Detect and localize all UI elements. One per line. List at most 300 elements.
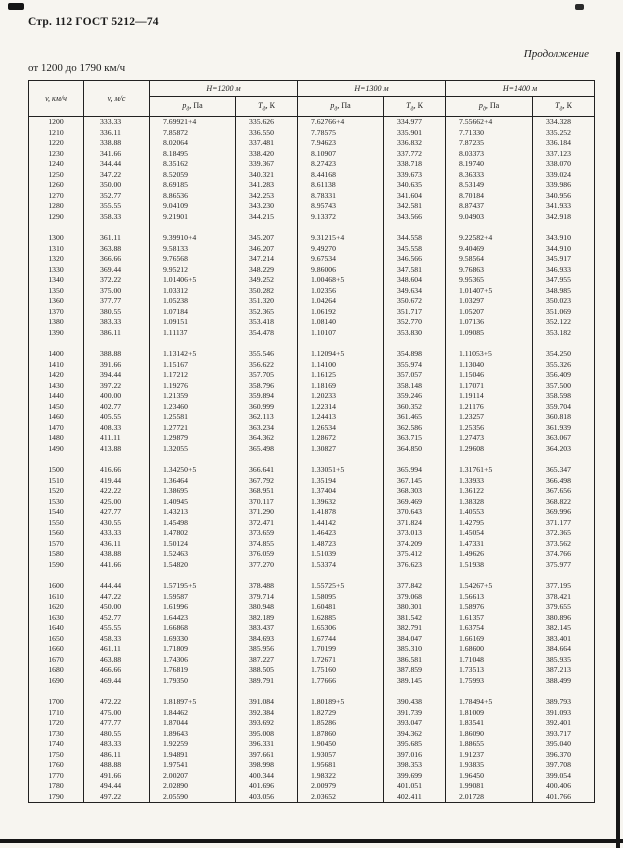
- table-cell: 392.384: [236, 708, 298, 719]
- table-cell: 8.87437: [446, 201, 533, 212]
- gap-cell: [29, 686, 84, 697]
- table-cell: 374.766: [533, 549, 595, 560]
- table-cell: 1.03312: [150, 286, 236, 297]
- table-row: [29, 117, 595, 128]
- p-unit: , Па: [337, 100, 351, 110]
- table-cell: 1.33051+5: [298, 465, 384, 476]
- table-cell: 1.58095: [298, 592, 384, 603]
- table-cell: 344.44: [84, 159, 150, 170]
- table-cell: 9.49270: [298, 244, 384, 255]
- gap-cell: [236, 222, 298, 233]
- table-row: [29, 180, 595, 191]
- table-cell: 397.22: [84, 381, 150, 392]
- table-cell: 1730: [29, 729, 84, 740]
- table-cell: 338.88: [84, 138, 150, 149]
- table-cell: 1.66169: [446, 634, 533, 645]
- table-cell: 339.673: [384, 170, 446, 181]
- table-cell: 1610: [29, 592, 84, 603]
- table-cell: 411.11: [84, 433, 150, 444]
- table-cell: 1.53374: [298, 560, 384, 571]
- table-cell: 480.55: [84, 729, 150, 740]
- table-cell: 1.67744: [298, 634, 384, 645]
- table-cell: 393.692: [236, 718, 298, 729]
- table-cell: 441.66: [84, 560, 150, 571]
- table-cell: 413.88: [84, 444, 150, 455]
- table-cell: 1.80189+5: [298, 697, 384, 708]
- table-cell: 1.27473: [446, 433, 533, 444]
- table-row: [29, 159, 595, 170]
- table-cell: 1570: [29, 539, 84, 550]
- table-cell: 8.53149: [446, 180, 533, 191]
- table-cell: 394.44: [84, 370, 150, 381]
- table-cell: 1.79350: [150, 676, 236, 687]
- gap-cell: [533, 222, 595, 233]
- table-cell: 425.00: [84, 497, 150, 508]
- table-cell: 372.22: [84, 275, 150, 286]
- table-cell: 346.933: [533, 265, 595, 276]
- table-cell: 354.250: [533, 349, 595, 360]
- table-cell: 472.22: [84, 697, 150, 708]
- table-cell: 1230: [29, 149, 84, 160]
- table-cell: 1.82729: [298, 708, 384, 719]
- table-cell: 336.550: [236, 128, 298, 139]
- table-cell: 1700: [29, 697, 84, 708]
- table-cell: 1.09085: [446, 328, 533, 339]
- t-symbol: Т: [406, 100, 411, 110]
- table-cell: 1400: [29, 349, 84, 360]
- table-cell: 403.056: [236, 792, 298, 803]
- table-cell: 342.581: [384, 201, 446, 212]
- table-cell: 1.26534: [298, 423, 384, 434]
- table-cell: 9.58133: [150, 244, 236, 255]
- table-cell: 466.66: [84, 665, 150, 676]
- table-cell: 358.33: [84, 212, 150, 223]
- table-cell: 1.87044: [150, 718, 236, 729]
- table-cell: 396.331: [236, 739, 298, 750]
- table-cell: 1460: [29, 412, 84, 423]
- table-row: [29, 423, 595, 434]
- table-cell: 1.15167: [150, 360, 236, 371]
- table-row: [29, 244, 595, 255]
- table-cell: 1360: [29, 296, 84, 307]
- table-cell: 372.471: [236, 518, 298, 529]
- table-row: [29, 360, 595, 371]
- col-header-h1400: Н=1400 м: [446, 81, 595, 97]
- table-cell: 1.07136: [446, 317, 533, 328]
- table-cell: 368.303: [384, 486, 446, 497]
- table-cell: 9.58564: [446, 254, 533, 265]
- table-cell: 8.61138: [298, 180, 384, 191]
- table-cell: 395.008: [236, 729, 298, 740]
- table-cell: 1.32055: [150, 444, 236, 455]
- gap-cell: [29, 338, 84, 349]
- table-cell: 8.03373: [446, 149, 533, 160]
- table-cell: 1.36464: [150, 476, 236, 487]
- table-cell: 1310: [29, 244, 84, 255]
- table-row: [29, 655, 595, 666]
- table-cell: 393.717: [533, 729, 595, 740]
- table-row: [29, 476, 595, 487]
- table-cell: 7.85872: [150, 128, 236, 139]
- table-cell: 391.093: [533, 708, 595, 719]
- table-cell: 333.33: [84, 117, 150, 128]
- p-unit: , Па: [485, 100, 500, 110]
- p-subscript: д: [334, 106, 338, 113]
- table-cell: 379.714: [236, 592, 298, 603]
- table-cell: 1.47802: [150, 528, 236, 539]
- table-cell: 1.54820: [150, 560, 236, 571]
- table-cell: 1.51039: [298, 549, 384, 560]
- table-cell: 9.76863: [446, 265, 533, 276]
- table-cell: 1.40945: [150, 497, 236, 508]
- table-cell: 379.655: [533, 602, 595, 613]
- table-cell: 1.78494+5: [446, 697, 533, 708]
- table-cell: 336.184: [533, 138, 595, 149]
- table-cell: 1.75160: [298, 665, 384, 676]
- group-gap-row: [29, 570, 595, 581]
- table-cell: 8.78331: [298, 191, 384, 202]
- table-cell: 1.81897+5: [150, 697, 236, 708]
- table-cell: 1.89643: [150, 729, 236, 740]
- table-cell: 1.49626: [446, 549, 533, 560]
- table-cell: 1.36122: [446, 486, 533, 497]
- table-cell: 8.52059: [150, 170, 236, 181]
- scan-mark-top-right: [575, 4, 584, 10]
- table-cell: 1520: [29, 486, 84, 497]
- table-cell: 363.234: [236, 423, 298, 434]
- table-row: [29, 528, 595, 539]
- table-cell: 1260: [29, 180, 84, 191]
- table-cell: 391.084: [236, 697, 298, 708]
- table-cell: 450.00: [84, 602, 150, 613]
- table-cell: 1.87860: [298, 729, 384, 740]
- table-cell: 392.401: [533, 718, 595, 729]
- table-cell: 1.21176: [446, 402, 533, 413]
- table-cell: 1780: [29, 781, 84, 792]
- table-cell: 430.55: [84, 518, 150, 529]
- table-cell: 1.06192: [298, 307, 384, 318]
- table-row: [29, 149, 595, 160]
- table-cell: 390.438: [384, 697, 446, 708]
- gap-cell: [236, 570, 298, 581]
- p-subscript: д: [186, 106, 190, 113]
- table-cell: 1.00468+5: [298, 275, 384, 286]
- gap-cell: [236, 686, 298, 697]
- table-cell: 1.69330: [150, 634, 236, 645]
- table-cell: 9.40469: [446, 244, 533, 255]
- table-cell: 352.77: [84, 191, 150, 202]
- table-cell: 344.558: [384, 233, 446, 244]
- table-cell: 1.30827: [298, 444, 384, 455]
- gap-cell: [446, 454, 533, 465]
- table-cell: 343.566: [384, 212, 446, 223]
- table-cell: 8.95743: [298, 201, 384, 212]
- table-cell: 1630: [29, 613, 84, 624]
- table-cell: 7.62766+4: [298, 117, 384, 128]
- table-cell: 1.03297: [446, 296, 533, 307]
- table-cell: 366.498: [533, 476, 595, 487]
- table-cell: 497.22: [84, 792, 150, 803]
- table-cell: 1.47331: [446, 539, 533, 550]
- table-row: [29, 128, 595, 139]
- table-cell: 358.148: [384, 381, 446, 392]
- table-cell: 369.996: [533, 507, 595, 518]
- table-cell: 383.33: [84, 317, 150, 328]
- table-cell: 2.03652: [298, 792, 384, 803]
- table-cell: 1640: [29, 623, 84, 634]
- table-row: [29, 391, 595, 402]
- gap-cell: [84, 222, 150, 233]
- table-cell: 1.46423: [298, 528, 384, 539]
- table-cell: 345.558: [384, 244, 446, 255]
- table-cell: 1300: [29, 233, 84, 244]
- table-cell: 374.855: [236, 539, 298, 550]
- table-row: [29, 623, 595, 634]
- table-cell: 398.353: [384, 760, 446, 771]
- table-cell: 363.88: [84, 244, 150, 255]
- table-cell: 1.77666: [298, 676, 384, 687]
- gap-cell: [533, 686, 595, 697]
- table-cell: 1.62885: [298, 613, 384, 624]
- table-cell: 1500: [29, 465, 84, 476]
- t-subscript: д: [410, 106, 414, 113]
- table-cell: 349.634: [384, 286, 446, 297]
- table-cell: 1.96450: [446, 771, 533, 782]
- table-cell: 340.635: [384, 180, 446, 191]
- table-cell: 1.61996: [150, 602, 236, 613]
- table-cell: 9.86006: [298, 265, 384, 276]
- table-cell: 1670: [29, 655, 84, 666]
- col-header-t-1400: [533, 97, 595, 117]
- table-cell: 1.11137: [150, 328, 236, 339]
- table-cell: 1.76819: [150, 665, 236, 676]
- table-row: [29, 581, 595, 592]
- table-cell: 400.00: [84, 391, 150, 402]
- table-cell: 1.88655: [446, 739, 533, 750]
- gap-cell: [150, 686, 236, 697]
- table-cell: 1.92259: [150, 739, 236, 750]
- table-row: [29, 433, 595, 444]
- table-cell: 9.31215+4: [298, 233, 384, 244]
- table-cell: 1.98322: [298, 771, 384, 782]
- table-cell: 1.84462: [150, 708, 236, 719]
- data-table-wrapper: [28, 80, 595, 803]
- table-cell: 1620: [29, 602, 84, 613]
- table-cell: 358.598: [533, 391, 595, 402]
- table-row: [29, 412, 595, 423]
- table-cell: 338.420: [236, 149, 298, 160]
- table-cell: 399.699: [384, 771, 446, 782]
- table-cell: 347.214: [236, 254, 298, 265]
- table-cell: 370.643: [384, 507, 446, 518]
- table-cell: 1.61357: [446, 613, 533, 624]
- p-subscript: д: [482, 106, 486, 113]
- table-row: [29, 170, 595, 181]
- table-cell: 348.604: [384, 275, 446, 286]
- table-cell: 391.66: [84, 360, 150, 371]
- table-cell: 335.626: [236, 117, 298, 128]
- table-row: [29, 781, 595, 792]
- table-cell: 336.11: [84, 128, 150, 139]
- p-symbol: р: [330, 100, 335, 110]
- table-cell: 398.998: [236, 760, 298, 771]
- table-cell: 1.22314: [298, 402, 384, 413]
- table-row: [29, 212, 595, 223]
- table-cell: 1720: [29, 718, 84, 729]
- table-cell: 375.412: [384, 549, 446, 560]
- table-cell: 348.985: [533, 286, 595, 297]
- table-cell: 1440: [29, 391, 84, 402]
- gap-cell: [533, 338, 595, 349]
- table-cell: 1.31761+5: [446, 465, 533, 476]
- table-cell: 458.33: [84, 634, 150, 645]
- table-cell: 1.95681: [298, 760, 384, 771]
- table-cell: 364.850: [384, 444, 446, 455]
- table-row: [29, 634, 595, 645]
- table-cell: 370.117: [236, 497, 298, 508]
- table-row: [29, 275, 595, 286]
- table-cell: 1.40553: [446, 507, 533, 518]
- table-cell: 8.18495: [150, 149, 236, 160]
- table-cell: 367.656: [533, 486, 595, 497]
- table-cell: 1.66868: [150, 623, 236, 634]
- table-cell: 347.22: [84, 170, 150, 181]
- table-cell: 1650: [29, 634, 84, 645]
- table-row: [29, 254, 595, 265]
- table-cell: 388.88: [84, 349, 150, 360]
- table-row: [29, 771, 595, 782]
- table-cell: 1290: [29, 212, 84, 223]
- table-cell: 342.253: [236, 191, 298, 202]
- table-cell: 365.347: [533, 465, 595, 476]
- t-subscript: д: [262, 106, 266, 113]
- table-cell: 368.822: [533, 497, 595, 508]
- table-row: [29, 381, 595, 392]
- table-cell: 356.622: [236, 360, 298, 371]
- table-row: [29, 233, 595, 244]
- table-row: [29, 444, 595, 455]
- table-cell: 1330: [29, 265, 84, 276]
- table-cell: 401.696: [236, 781, 298, 792]
- table-cell: 376.059: [236, 549, 298, 560]
- table-cell: 341.933: [533, 201, 595, 212]
- table-cell: 8.86536: [150, 191, 236, 202]
- table-cell: 8.69185: [150, 180, 236, 191]
- table-cell: 361.939: [533, 423, 595, 434]
- table-cell: 386.581: [384, 655, 446, 666]
- p-unit: , Па: [189, 100, 203, 110]
- table-cell: 379.068: [384, 592, 446, 603]
- table-cell: 1420: [29, 370, 84, 381]
- table-cell: 2.01728: [446, 792, 533, 803]
- table-row: [29, 676, 595, 687]
- table-cell: 389.793: [533, 697, 595, 708]
- col-header-v-ms: v, м/с: [84, 81, 150, 117]
- col-header-t-1200: [236, 97, 298, 117]
- table-cell: 1770: [29, 771, 84, 782]
- table-cell: 335.252: [533, 128, 595, 139]
- table-cell: 363.715: [384, 433, 446, 444]
- table-cell: 1.02356: [298, 286, 384, 297]
- table-cell: 1200: [29, 117, 84, 128]
- gap-cell: [29, 570, 84, 581]
- table-cell: 1.34250+5: [150, 465, 236, 476]
- table-cell: 1.23460: [150, 402, 236, 413]
- table-cell: 408.33: [84, 423, 150, 434]
- table-cell: 1.19114: [446, 391, 533, 402]
- table-cell: 341.604: [384, 191, 446, 202]
- table-cell: 8.10907: [298, 149, 384, 160]
- table-cell: 8.36333: [446, 170, 533, 181]
- table-cell: 8.02064: [150, 138, 236, 149]
- table-cell: 7.69921+4: [150, 117, 236, 128]
- table-row: [29, 201, 595, 212]
- table-cell: 463.88: [84, 655, 150, 666]
- table-cell: 337.772: [384, 149, 446, 160]
- table-cell: 364.362: [236, 433, 298, 444]
- table-cell: 368.951: [236, 486, 298, 497]
- table-cell: 341.66: [84, 149, 150, 160]
- t-symbol: Т: [258, 100, 263, 110]
- table-cell: 1210: [29, 128, 84, 139]
- table-cell: 486.11: [84, 750, 150, 761]
- gap-cell: [384, 686, 446, 697]
- table-cell: 354.898: [384, 349, 446, 360]
- table-cell: 433.33: [84, 528, 150, 539]
- table-cell: 1270: [29, 191, 84, 202]
- table-cell: 1320: [29, 254, 84, 265]
- table-cell: 1.45054: [446, 528, 533, 539]
- table-cell: 396.370: [533, 750, 595, 761]
- table-cell: 1.70199: [298, 644, 384, 655]
- table-cell: 382.145: [533, 623, 595, 634]
- table-row: [29, 370, 595, 381]
- gap-cell: [298, 338, 384, 349]
- table-cell: 1.44142: [298, 518, 384, 529]
- table-cell: 381.542: [384, 613, 446, 624]
- table-cell: 2.00207: [150, 771, 236, 782]
- gap-cell: [298, 570, 384, 581]
- table-cell: 1.25356: [446, 423, 533, 434]
- table-row: [29, 465, 595, 476]
- table-cell: 391.739: [384, 708, 446, 719]
- table-cell: 9.04903: [446, 212, 533, 223]
- table-cell: 383.437: [236, 623, 298, 634]
- table-header: [29, 81, 595, 117]
- table-cell: 1.28672: [298, 433, 384, 444]
- group-gap-row: [29, 686, 595, 697]
- table-cell: 337.123: [533, 149, 595, 160]
- table-cell: 385.935: [533, 655, 595, 666]
- gap-cell: [150, 338, 236, 349]
- table-cell: 337.481: [236, 138, 298, 149]
- table-row: [29, 402, 595, 413]
- table-cell: 362.113: [236, 412, 298, 423]
- table-cell: 348.229: [236, 265, 298, 276]
- table-cell: 365.498: [236, 444, 298, 455]
- table-cell: 347.955: [533, 275, 595, 286]
- col-header-p-1200: [150, 97, 236, 117]
- table-cell: 1.14100: [298, 360, 384, 371]
- table-cell: 336.832: [384, 138, 446, 149]
- table-cell: 371.824: [384, 518, 446, 529]
- table-cell: 343.230: [236, 201, 298, 212]
- table-row: [29, 644, 595, 655]
- table-cell: 351.069: [533, 307, 595, 318]
- table-row: [29, 265, 595, 276]
- table-cell: 382.791: [384, 623, 446, 634]
- table-cell: 342.918: [533, 212, 595, 223]
